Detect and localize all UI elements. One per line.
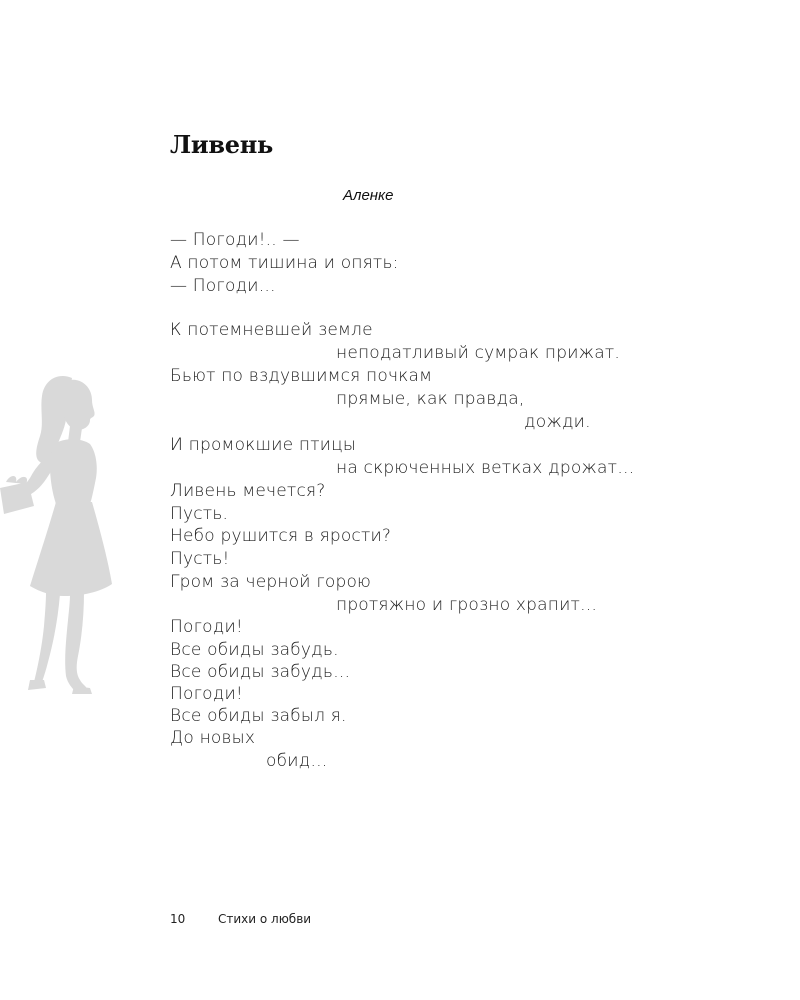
poem-line: Все обиды забыл я. [170, 706, 347, 726]
poem-line: Все обиды забудь. [170, 640, 339, 660]
poem-line: прямые, как правда, [336, 389, 525, 409]
poem-line: А потом тишина и опять: [170, 253, 399, 273]
page-number: 10 [170, 912, 186, 926]
poem-line: обид… [266, 751, 328, 771]
poem-line: Погоди! [170, 617, 243, 637]
poem-dedication: Аленке [343, 187, 394, 204]
poem-title: Ливень [170, 130, 274, 159]
poem-line: Все обиды забудь… [170, 662, 351, 682]
poem-line: Пусть. [170, 504, 229, 524]
poem-line: Ливень мечется? [170, 481, 326, 501]
poem-line: До новых [170, 728, 256, 748]
poem-line: — Погоди!.. — [170, 230, 300, 250]
poem-line: на скрюченных ветках дрожат… [336, 458, 635, 478]
poem-line: И промокшие птицы [170, 435, 357, 455]
poem-line: Бьют по вздувшимся почкам [170, 366, 433, 386]
poem-line: протяжно и грозно храпит… [336, 595, 598, 615]
poem-line: дожди. [524, 412, 591, 432]
poem-line: К потемневшей земле [170, 320, 373, 340]
poem-line: Небо рушится в ярости? [170, 526, 392, 546]
poem-line: Пусть! [170, 549, 230, 569]
poem-line: — Погоди… [170, 276, 276, 296]
poem-line: Погоди! [170, 684, 243, 704]
running-footer-title: Стихи о любви [218, 912, 312, 926]
poem-line: Гром за черной горою [170, 572, 372, 592]
poem-line: неподатливый сумрак прижат. [336, 343, 621, 363]
